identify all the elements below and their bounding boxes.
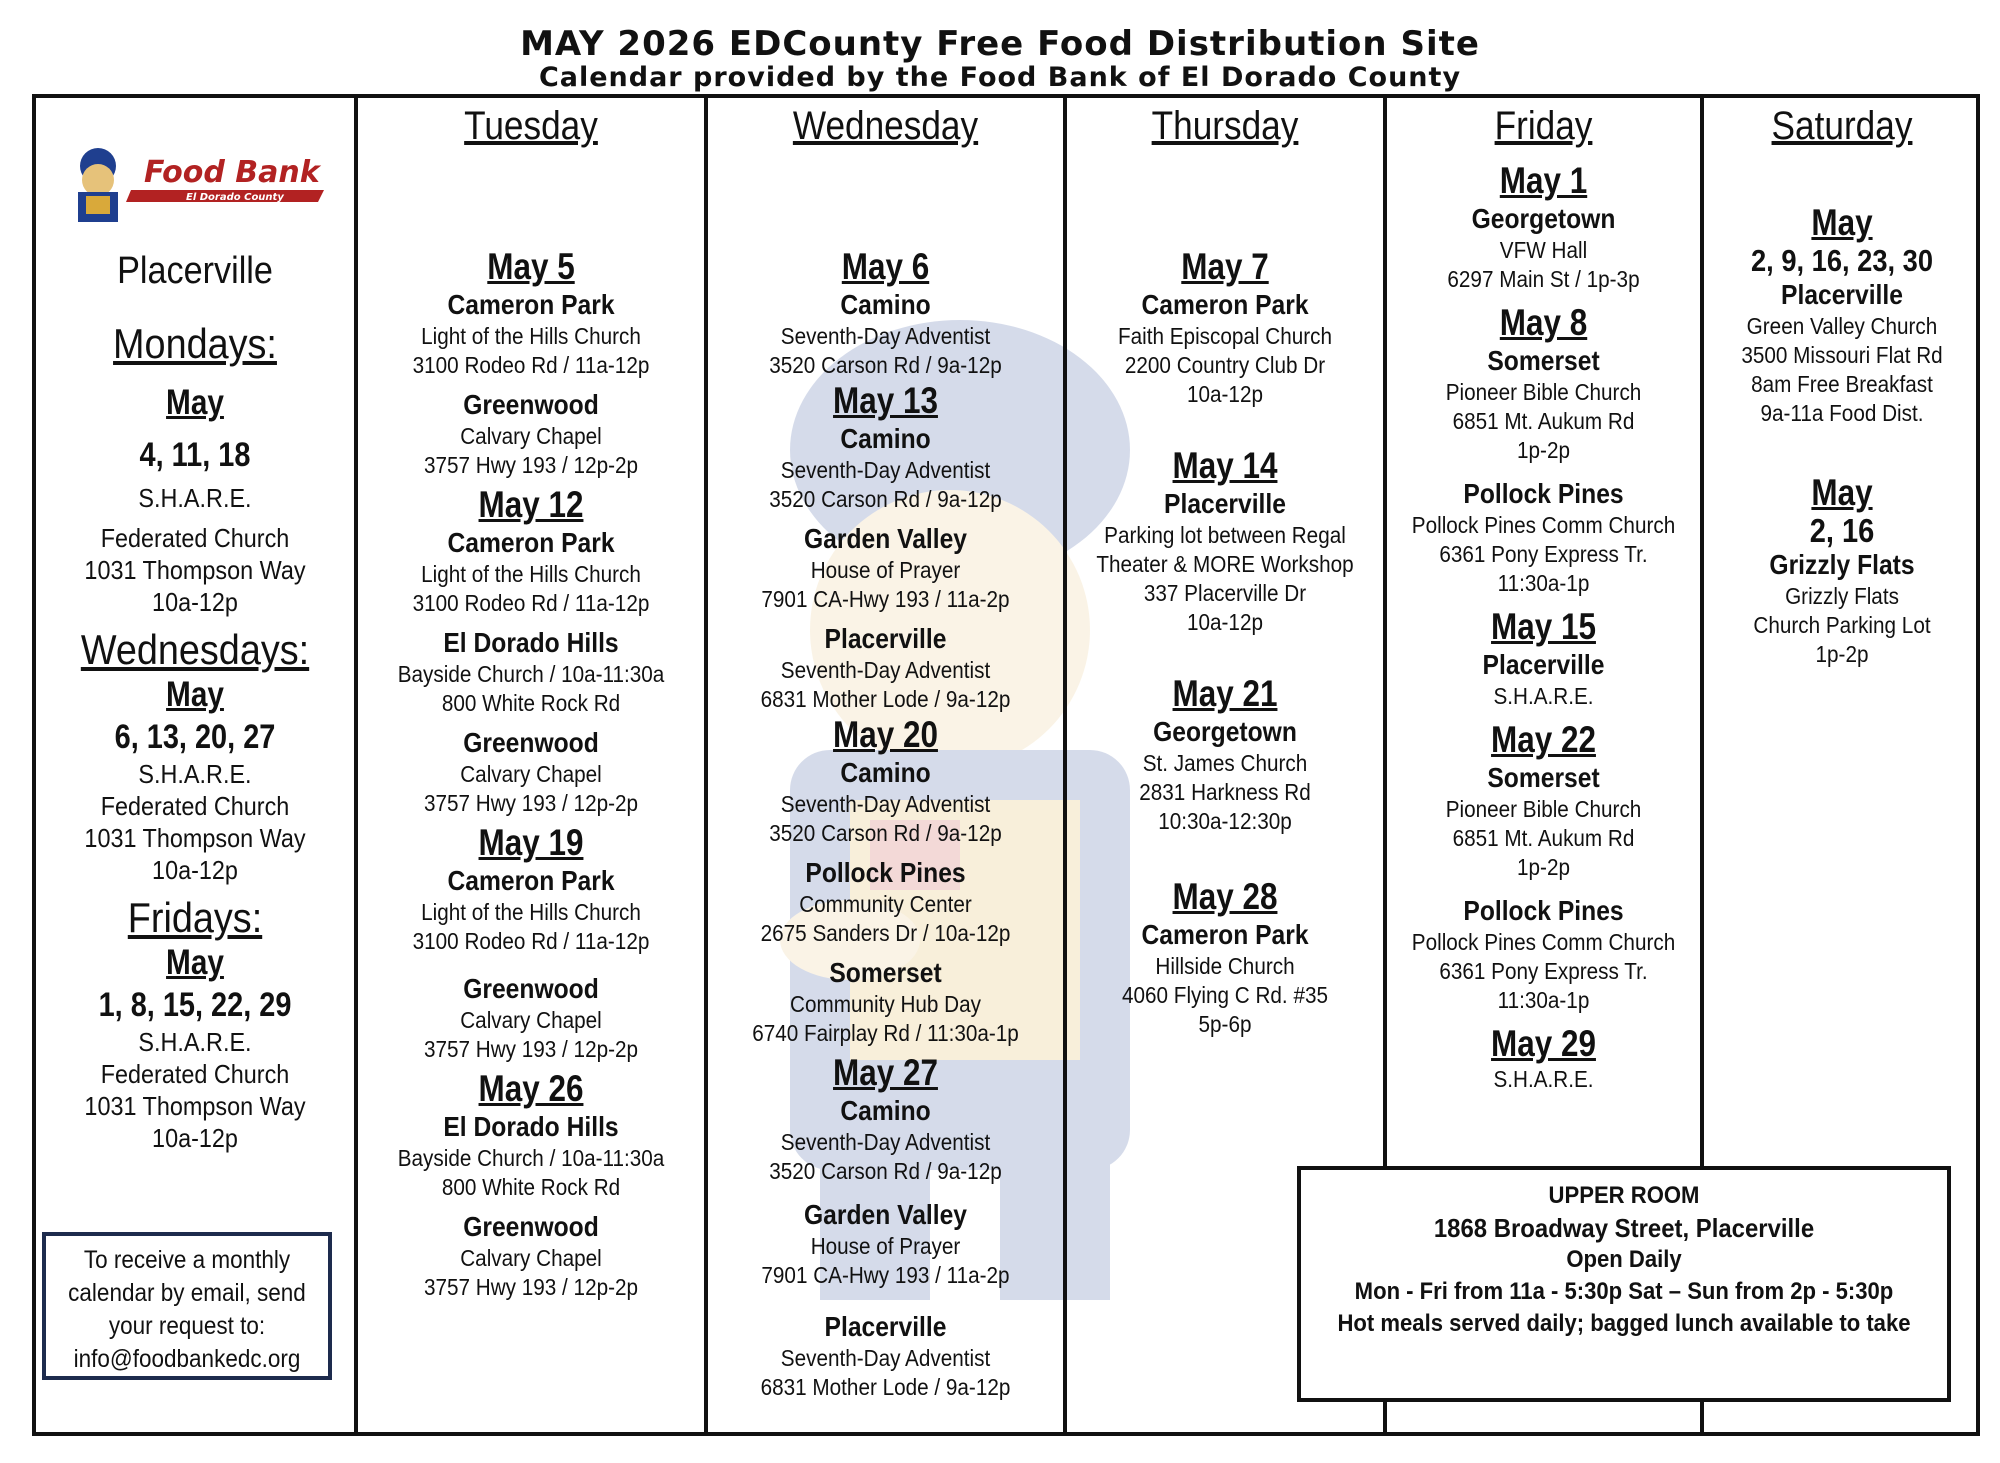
site-line: VFW Hall (1499, 237, 1588, 263)
site-name: Cameron Park (447, 289, 615, 320)
site-line: Light of the Hills Church (421, 323, 641, 349)
date-may-27: May 27 (833, 1052, 938, 1093)
date-may-26: May 26 (478, 1068, 584, 1109)
site-name: Placerville (1482, 649, 1605, 680)
site-name: Greenwood (463, 973, 599, 1004)
mondays-line: S.H.A.R.E. (138, 483, 252, 513)
site-line: 800 White Rock Rd (441, 690, 621, 716)
mondays-line: Federated Church (100, 523, 290, 553)
wednesday-header: Wednesday (792, 104, 979, 148)
fridays-line: Federated Church (100, 1059, 290, 1089)
upper-room-meals: Hot meals served daily; bagged lunch available to take (1337, 1310, 1911, 1337)
site-name: Placerville (1164, 488, 1286, 519)
site-name: Somerset (829, 957, 942, 988)
site-line: 3100 Rodeo Rd / 11a-12p (412, 352, 650, 378)
site-line: Calvary Chapel (460, 423, 602, 449)
site-name: Somerset (1487, 762, 1600, 793)
site-line: 3757 Hwy 193 / 12p-2p (423, 1274, 639, 1300)
site-line: 3757 Hwy 193 / 12p-2p (423, 790, 639, 816)
fridays-line: S.H.A.R.E. (138, 1027, 252, 1057)
date-may-14: May 14 (1172, 445, 1278, 486)
site-line: 3520 Carson Rd / 9a-12p (769, 1158, 1002, 1184)
site-line: 6831 Mother Lode / 9a-12p (760, 686, 1011, 712)
site-name: Camino (840, 1095, 931, 1126)
date-may-22: May 22 (1491, 719, 1596, 760)
site-name: Camino (840, 289, 931, 320)
site-line: Seventh-Day Adventist (780, 657, 991, 683)
site-line: Light of the Hills Church (421, 561, 641, 587)
site-name: Greenwood (463, 727, 599, 758)
site-line: Calvary Chapel (460, 1007, 602, 1033)
date-may-6: May 6 (841, 246, 930, 287)
email-line: To receive a monthly (83, 1246, 291, 1274)
site-line: 2831 Harkness Rd (1139, 779, 1311, 805)
date-may-13: May 13 (833, 380, 938, 421)
site-line: Grizzly Flats (1785, 583, 1899, 609)
site-name: Georgetown (1153, 716, 1297, 747)
site-line: 11:30a-1p (1497, 570, 1590, 596)
site-line: 2675 Sanders Dr / 10a-12p (760, 920, 1011, 946)
site-line: 7901 CA-Hwy 193 / 11a-2p (761, 1262, 1010, 1288)
saturday-days: 2, 16 (1809, 512, 1875, 549)
email-line: calendar by email, send (68, 1279, 306, 1307)
site-line: 3500 Missouri Flat Rd (1741, 342, 1943, 368)
site-name: Pollock Pines (1463, 478, 1624, 509)
site-name: Placerville (824, 1311, 947, 1342)
upper-room-address: 1868 Broadway Street, Placerville (1433, 1213, 1815, 1243)
site-line: Pioneer Bible Church (1445, 379, 1642, 405)
wednesdays-month: May (166, 675, 224, 714)
site-line: 6361 Pony Express Tr. (1439, 958, 1648, 984)
date-may-8: May 8 (1499, 302, 1588, 343)
page-subtitle: Calendar provided by the Food Bank of El Dorado County (538, 62, 1462, 93)
site-line: Church Parking Lot (1753, 612, 1931, 638)
date-may-20: May 20 (833, 714, 938, 755)
fridays-month: May (166, 943, 224, 982)
date-may-15: May 15 (1491, 606, 1596, 647)
site-line: Green Valley Church (1746, 313, 1938, 339)
site-line: Parking lot between Regal (1104, 522, 1346, 548)
fridays-days: 1, 8, 15, 22, 29 (98, 986, 292, 1024)
site-name: Somerset (1487, 345, 1600, 376)
mondays-days: 4, 11, 18 (139, 436, 251, 474)
site-line: Bayside Church / 10a-11:30a (397, 1145, 665, 1171)
site-line: 8am Free Breakfast (1751, 371, 1933, 397)
site-name: Cameron Park (447, 527, 615, 558)
site-name: Greenwood (463, 389, 599, 420)
saturday-column (1704, 98, 1980, 669)
site-line: 3520 Carson Rd / 9a-12p (769, 352, 1002, 378)
site-line: 6361 Pony Express Tr. (1439, 541, 1648, 567)
date-may-21: May 21 (1172, 673, 1278, 714)
wednesdays-line: 10a-12p (152, 855, 238, 885)
saturday-header: Saturday (1771, 104, 1913, 148)
site-line: 800 White Rock Rd (441, 1174, 621, 1200)
site-line: 6851 Mt. Aukum Rd (1452, 825, 1635, 851)
site-name: Cameron Park (447, 865, 615, 896)
site-line: Hillside Church (1155, 953, 1295, 979)
site-line: Calvary Chapel (460, 1245, 602, 1271)
site-line: 337 Placerville Dr (1143, 580, 1307, 606)
fridays-header: Fridays: (127, 894, 263, 941)
logo-name: Food Bank (144, 155, 320, 190)
wednesdays-line: S.H.A.R.E. (138, 759, 252, 789)
email-request-box (42, 1232, 332, 1380)
site-line: 1p-2p (1517, 437, 1570, 463)
site-line: 3520 Carson Rd / 9a-12p (769, 820, 1002, 846)
left-city: Placerville (117, 250, 273, 292)
wednesday-column (708, 98, 1063, 1402)
site-line: Community Hub Day (790, 991, 981, 1017)
wednesdays-line: Federated Church (100, 791, 290, 821)
mondays-line: 10a-12p (152, 587, 238, 617)
fridays-line: 10a-12p (152, 1123, 238, 1153)
site-line: 4060 Flying C Rd. #35 (1122, 982, 1328, 1008)
site-line: Community Center (799, 891, 972, 917)
upper-room-open: Open Daily (1566, 1246, 1682, 1273)
tuesday-column (358, 98, 704, 1302)
site-line: Light of the Hills Church (421, 899, 641, 925)
site-line: 7901 CA-Hwy 193 / 11a-2p (761, 586, 1010, 612)
saturday-month: May (1811, 472, 1873, 513)
site-name: Garden Valley (804, 1199, 967, 1230)
saturday-days: 2, 9, 16, 23, 30 (1750, 243, 1933, 278)
site-line: 9a-11a Food Dist. (1760, 400, 1924, 426)
upper-room-box (1297, 1166, 1951, 1402)
site-line: 3757 Hwy 193 / 12p-2p (423, 452, 639, 478)
site-name: Pollock Pines (1463, 895, 1624, 926)
email-address-link[interactable]: info@foodbankedc.org (73, 1345, 301, 1373)
logo-sub: El Dorado County (186, 192, 284, 203)
saturday-month: May (1811, 202, 1873, 243)
site-line: 3100 Rodeo Rd / 11a-12p (412, 928, 650, 954)
site-line: 1p-2p (1815, 641, 1869, 667)
site-name: Placerville (824, 623, 947, 654)
site-line: 6831 Mother Lode / 9a-12p (760, 1374, 1011, 1400)
site-name: Grizzly Flats (1769, 549, 1915, 580)
food-bank-logo (56, 138, 328, 228)
page-title: MAY 2026 EDCounty Free Food Distribution Site (520, 24, 1480, 64)
site-line: 6297 Main St / 1p-3p (1447, 266, 1640, 292)
date-may-5: May 5 (487, 246, 575, 287)
site-name: Cameron Park (1141, 919, 1309, 950)
left-column (36, 240, 354, 1154)
site-line: St. James Church (1142, 750, 1308, 776)
wednesdays-header: Wednesdays: (80, 626, 310, 673)
site-line: Seventh-Day Adventist (780, 791, 991, 817)
site-line: House of Prayer (810, 557, 961, 583)
site-line: 11:30a-1p (1497, 987, 1590, 1013)
site-line: 10a-12p (1187, 609, 1263, 635)
date-may-29: May 29 (1491, 1023, 1596, 1064)
site-line: 3100 Rodeo Rd / 11a-12p (412, 590, 650, 616)
site-line: Bayside Church / 10a-11:30a (397, 661, 665, 687)
date-may-1: May 1 (1499, 160, 1588, 201)
site-line: Pollock Pines Comm Church (1411, 512, 1676, 538)
site-name: Cameron Park (1141, 289, 1309, 320)
email-line: your request to: (108, 1312, 266, 1340)
site-line: Seventh-Day Adventist (780, 1345, 991, 1371)
site-name: Placerville (1781, 279, 1903, 310)
date-may-7: May 7 (1181, 246, 1269, 287)
wednesdays-line: 1031 Thompson Way (84, 823, 306, 853)
site-name: Georgetown (1471, 203, 1616, 234)
site-name: Pollock Pines (805, 857, 966, 888)
friday-header: Friday (1494, 104, 1593, 148)
mondays-line: 1031 Thompson Way (84, 555, 306, 585)
fridays-line: 1031 Thompson Way (84, 1091, 306, 1121)
site-line: 3757 Hwy 193 / 12p-2p (423, 1036, 639, 1062)
site-line: Theater & MORE Workshop (1096, 551, 1354, 577)
site-line: Faith Episcopal Church (1117, 323, 1333, 349)
site-name: Greenwood (463, 1211, 599, 1242)
friday-column (1387, 98, 1700, 1094)
site-line: 5p-6p (1198, 1011, 1252, 1037)
site-line: S.H.A.R.E. (1493, 1066, 1594, 1092)
site-line: 1p-2p (1517, 854, 1570, 880)
site-name: Garden Valley (804, 523, 967, 554)
date-may-19: May 19 (478, 822, 584, 863)
site-line: S.H.A.R.E. (1493, 683, 1594, 709)
site-name: Camino (840, 423, 931, 454)
site-name: Camino (840, 757, 931, 788)
site-line: Calvary Chapel (460, 761, 602, 787)
site-line: 3520 Carson Rd / 9a-12p (769, 486, 1002, 512)
tuesday-header: Tuesday (464, 104, 598, 148)
site-line: Seventh-Day Adventist (780, 1129, 991, 1155)
upper-room-title: UPPER ROOM (1548, 1182, 1700, 1209)
site-line: 6851 Mt. Aukum Rd (1452, 408, 1635, 434)
site-line: 6740 Fairplay Rd / 11:30a-1p (752, 1020, 1019, 1046)
site-name: El Dorado Hills (443, 627, 619, 658)
date-may-28: May 28 (1172, 876, 1278, 917)
site-line: 10:30a-12:30p (1158, 808, 1292, 834)
site-line: 10a-12p (1187, 381, 1263, 407)
site-line: Seventh-Day Adventist (780, 323, 991, 349)
site-line: Seventh-Day Adventist (780, 457, 991, 483)
site-line: Pollock Pines Comm Church (1411, 929, 1676, 955)
thursday-header: Thursday (1151, 104, 1299, 148)
thursday-column (1067, 98, 1383, 1039)
wednesdays-days: 6, 13, 20, 27 (114, 718, 276, 756)
site-name: El Dorado Hills (443, 1111, 619, 1142)
site-line: Pioneer Bible Church (1445, 796, 1642, 822)
site-line: 2200 Country Club Dr (1124, 352, 1326, 378)
upper-room-hours: Mon - Fri from 11a - 5:30p Sat – Sun from 2p - 5:30p (1354, 1278, 1894, 1305)
site-line: House of Prayer (810, 1233, 961, 1259)
mondays-header: Mondays: (113, 320, 277, 367)
date-may-12: May 12 (478, 484, 584, 525)
mondays-month: May (166, 383, 224, 422)
